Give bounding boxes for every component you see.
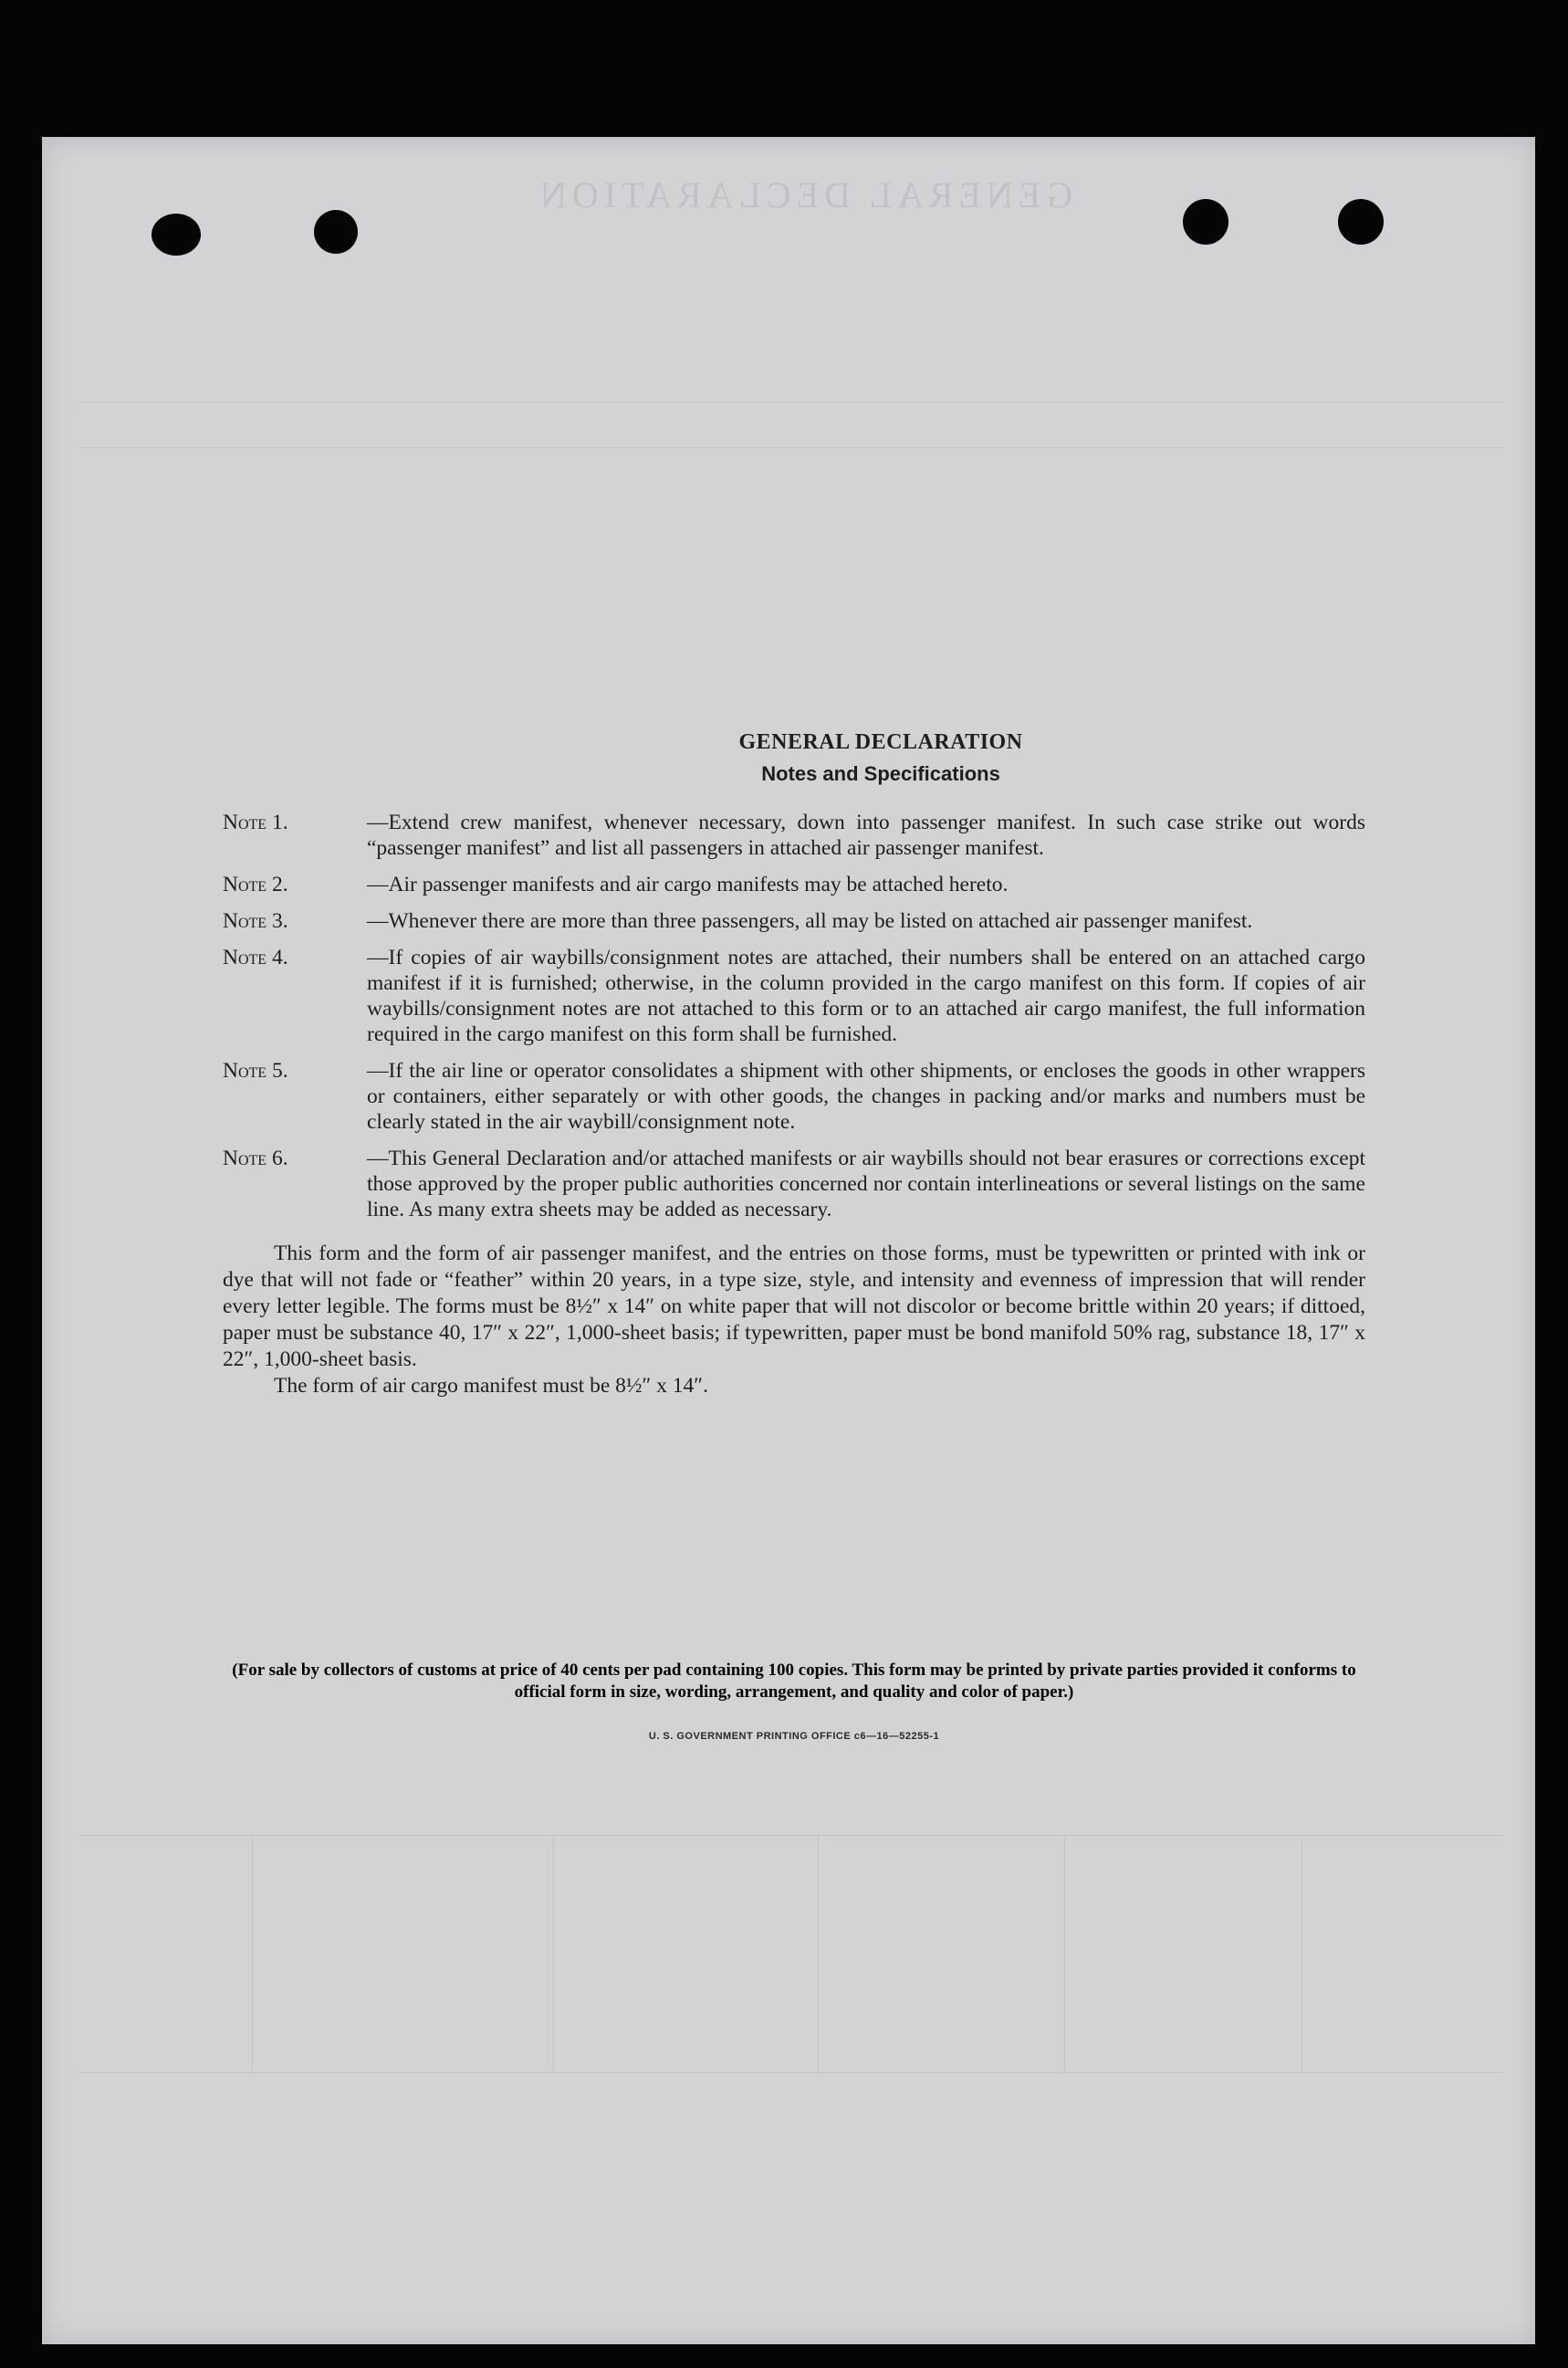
note-text: —This General Declaration and/or attached manifests or air waybills should not bear erasures or corrections except those approved by the proper public authorities concerned nor contain interlineations or several listings on the same line. As many extra sheets may be added as necessary.: [367, 1147, 1365, 1221]
note-item: [223, 908, 1365, 934]
bleed-through-rule: [252, 1835, 253, 2072]
specification-paragraph: This form and the form of air passenger manifest, and the entries on those forms, must be typewritten or printed with ink or dye that will not fade or “feather” within 20 years, in a type size, style, and intensity and evenness of impression that will render every letter legible. The forms must be 8½″ x 14″ on white paper that will not discolor or become brittle within 20 years; if dittoed, paper must be substance 40, 17″ x 22″, 1,000-sheet basis; if typewritten, paper must be bond manifold 50% rag, substance 18, 17″ x 22″, 1,000-sheet basis.: [223, 1242, 1365, 1371]
bleed-through-rule: [78, 1835, 1502, 1836]
bleed-through-rule: [78, 447, 1502, 448]
document-subtitle: Notes and Specifications: [761, 762, 1000, 785]
note-label: Note 6.: [223, 1147, 288, 1170]
note-label: Note 1.: [223, 811, 288, 834]
note-text: —Extend crew manifest, whenever necessary, down into passenger manifest. In such case strike out words “passenger manifest” and list all passengers in attached air passenger manifest.: [367, 811, 1365, 860]
note-item: [223, 1146, 1365, 1222]
cargo-manifest-size-note: The form of air cargo manifest must be 8½″ x 14″.: [274, 1374, 708, 1398]
punch-hole-right-1: [1183, 199, 1228, 245]
punch-hole-right-2: [1338, 199, 1384, 245]
note-text: —Whenever there are more than three passengers, all may be listed on attached air passenger manifest.: [367, 909, 1253, 933]
printer-line: U. S. GOVERNMENT PRINTING OFFICE c6—16—52255-1: [648, 1731, 940, 1742]
bleed-through-header: GENERAL DECLARATION: [535, 174, 1073, 215]
document-title: GENERAL DECLARATION: [738, 730, 1023, 754]
bleed-through-rule: [1301, 1835, 1302, 2072]
note-item: [223, 945, 1365, 1047]
note-label: Note 2.: [223, 873, 288, 896]
note-label: Note 4.: [223, 946, 288, 969]
note-item: [223, 810, 1365, 861]
notes-list: [223, 810, 1365, 1222]
punch-hole-left-1: [152, 214, 201, 256]
bleed-through-rule: [553, 1835, 554, 2072]
notes-content: [223, 730, 1365, 1399]
note-text: —If the air line or operator consolidates a shipment with other shipments, or encloses the goods in other wrappers or containers, either separately or with other goods, the changes in packing and/or marks and numbers must be clearly stated in the air waybill/consignment note.: [367, 1059, 1365, 1134]
punch-hole-left-2: [314, 210, 358, 254]
bleed-through-rule: [78, 2072, 1502, 2073]
note-text: —If copies of air waybills/consignment notes are attached, their numbers shall be entered on an attached cargo manifest if it is furnished; otherwise, in the column provided in the cargo manifest on this form. If copies of air waybills/consignment notes are not attached to this form or to an attached air cargo manifest, the full information required in the cargo manifest on this form shall be furnished.: [367, 946, 1365, 1046]
note-text: —Air passenger manifests and air cargo manifests may be attached hereto.: [367, 873, 1009, 896]
sale-notice: (For sale by collectors of customs at price of 40 cents per pad containing 100 copies. This form may be printed by private parties provided it conforms to official form in size, wording, arrangement, and quality and color of paper.): [232, 1661, 1356, 1702]
bleed-through-rule: [818, 1835, 819, 2072]
note-label: Note 5.: [223, 1059, 288, 1083]
bleed-through-rule: [1064, 1835, 1065, 2072]
note-item: [223, 872, 1365, 897]
bleed-through-rule: [78, 402, 1502, 403]
note-item: [223, 1058, 1365, 1135]
note-label: Note 3.: [223, 909, 288, 933]
